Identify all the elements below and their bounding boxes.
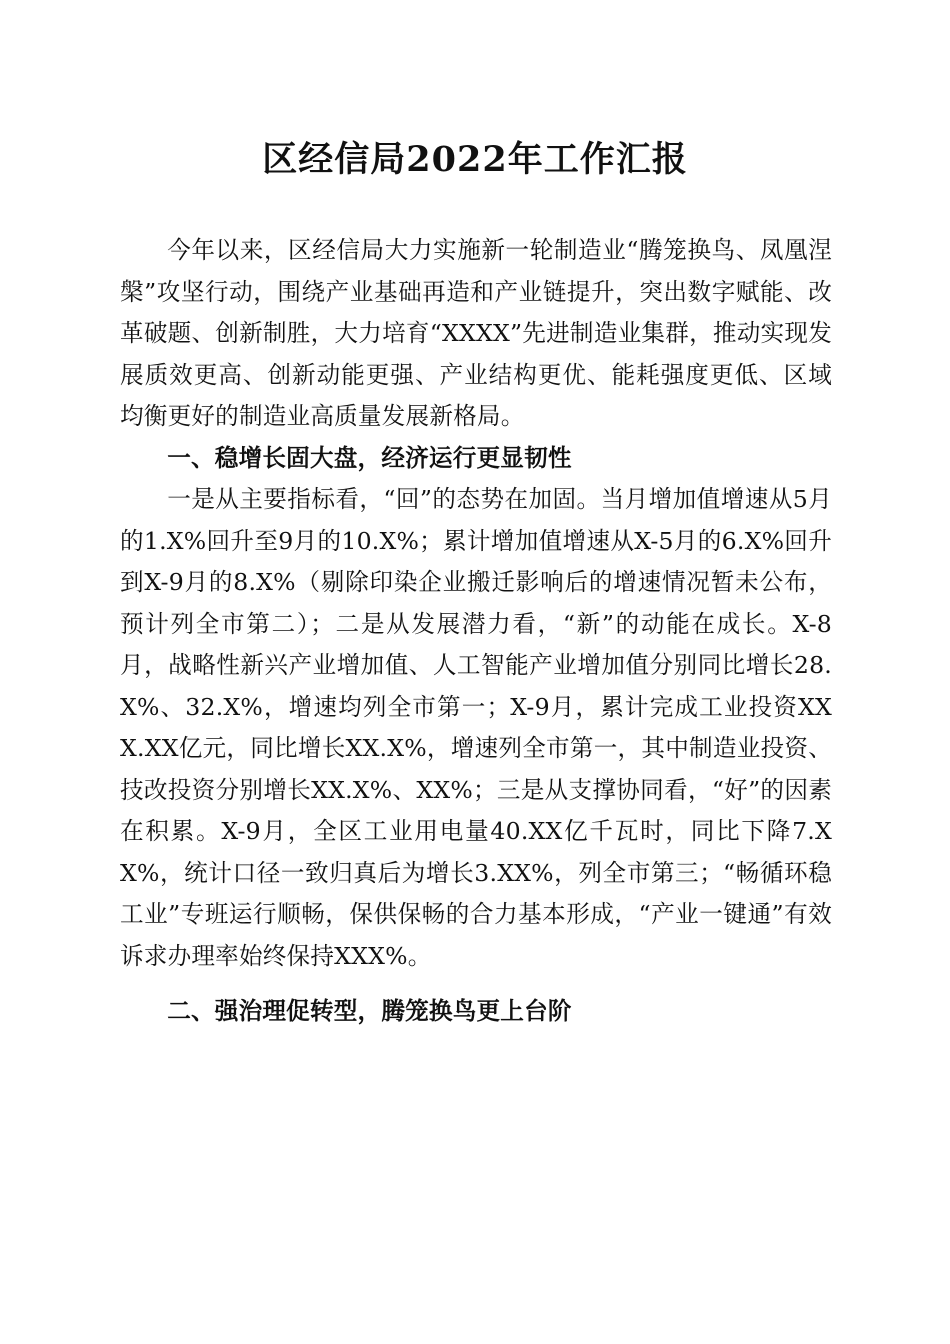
section-1-heading: 一、稳增长固大盘，经济运行更显韧性	[167, 443, 572, 472]
document-title: 区经信局2022年工作汇报	[262, 139, 688, 180]
intro-paragraph: 今年以来，区经信局大力实施新一轮制造业“腾笼换鸟、凤凰涅槃”攻坚行动，围绕产业基础再造和产业链提升，突出数字赋能、改革破题、创新制胜，大力培育“XXXX”先进制造业集群，推动实现发展质效更高、创新动能更强、产业结构更优、能耗强度更低、区域均衡更好的制造业高质量发展新格局。	[120, 236, 832, 430]
section-1-paragraph: 一是从主要指标看，“回”的态势在加固。当月增加值增速从5月的1.X%回升至9月的10.X%；累计增加值增速从X-5月的6.X%回升到X-9月的8.X%（剔除印染企业搬迁影响后的增速情况暂未公布，预计列全市第二）；二是从发展潜力看，“新”的动能在成长。X-8月，战略性新兴产业增加值、人工智能产业增加值分别同比增长28.X%、32.X%，增速均列全市第一；X-9月，累计完成工业投资XXX.XX亿元，同比增长XX.X%，增速列全市第一，其中制造业投资、技改投资分别增长XX.X%、XX%；三是从支撑协同看，“好”的因素在积累。X-9月，全区工业用电量40.XX亿千瓦时，同比下降7.XX%，统计口径一致归真后为增长3.XX%，列全市第三；“畅循环稳工业”专班运行顺畅，保供保畅的合力基本形成，“产业一键通”有效诉求办理率始终保持XXX%。	[120, 485, 832, 970]
section-2-heading: 二、强治理促转型，腾笼换鸟更上台阶	[167, 997, 572, 1025]
document-body	[120, 230, 832, 1033]
